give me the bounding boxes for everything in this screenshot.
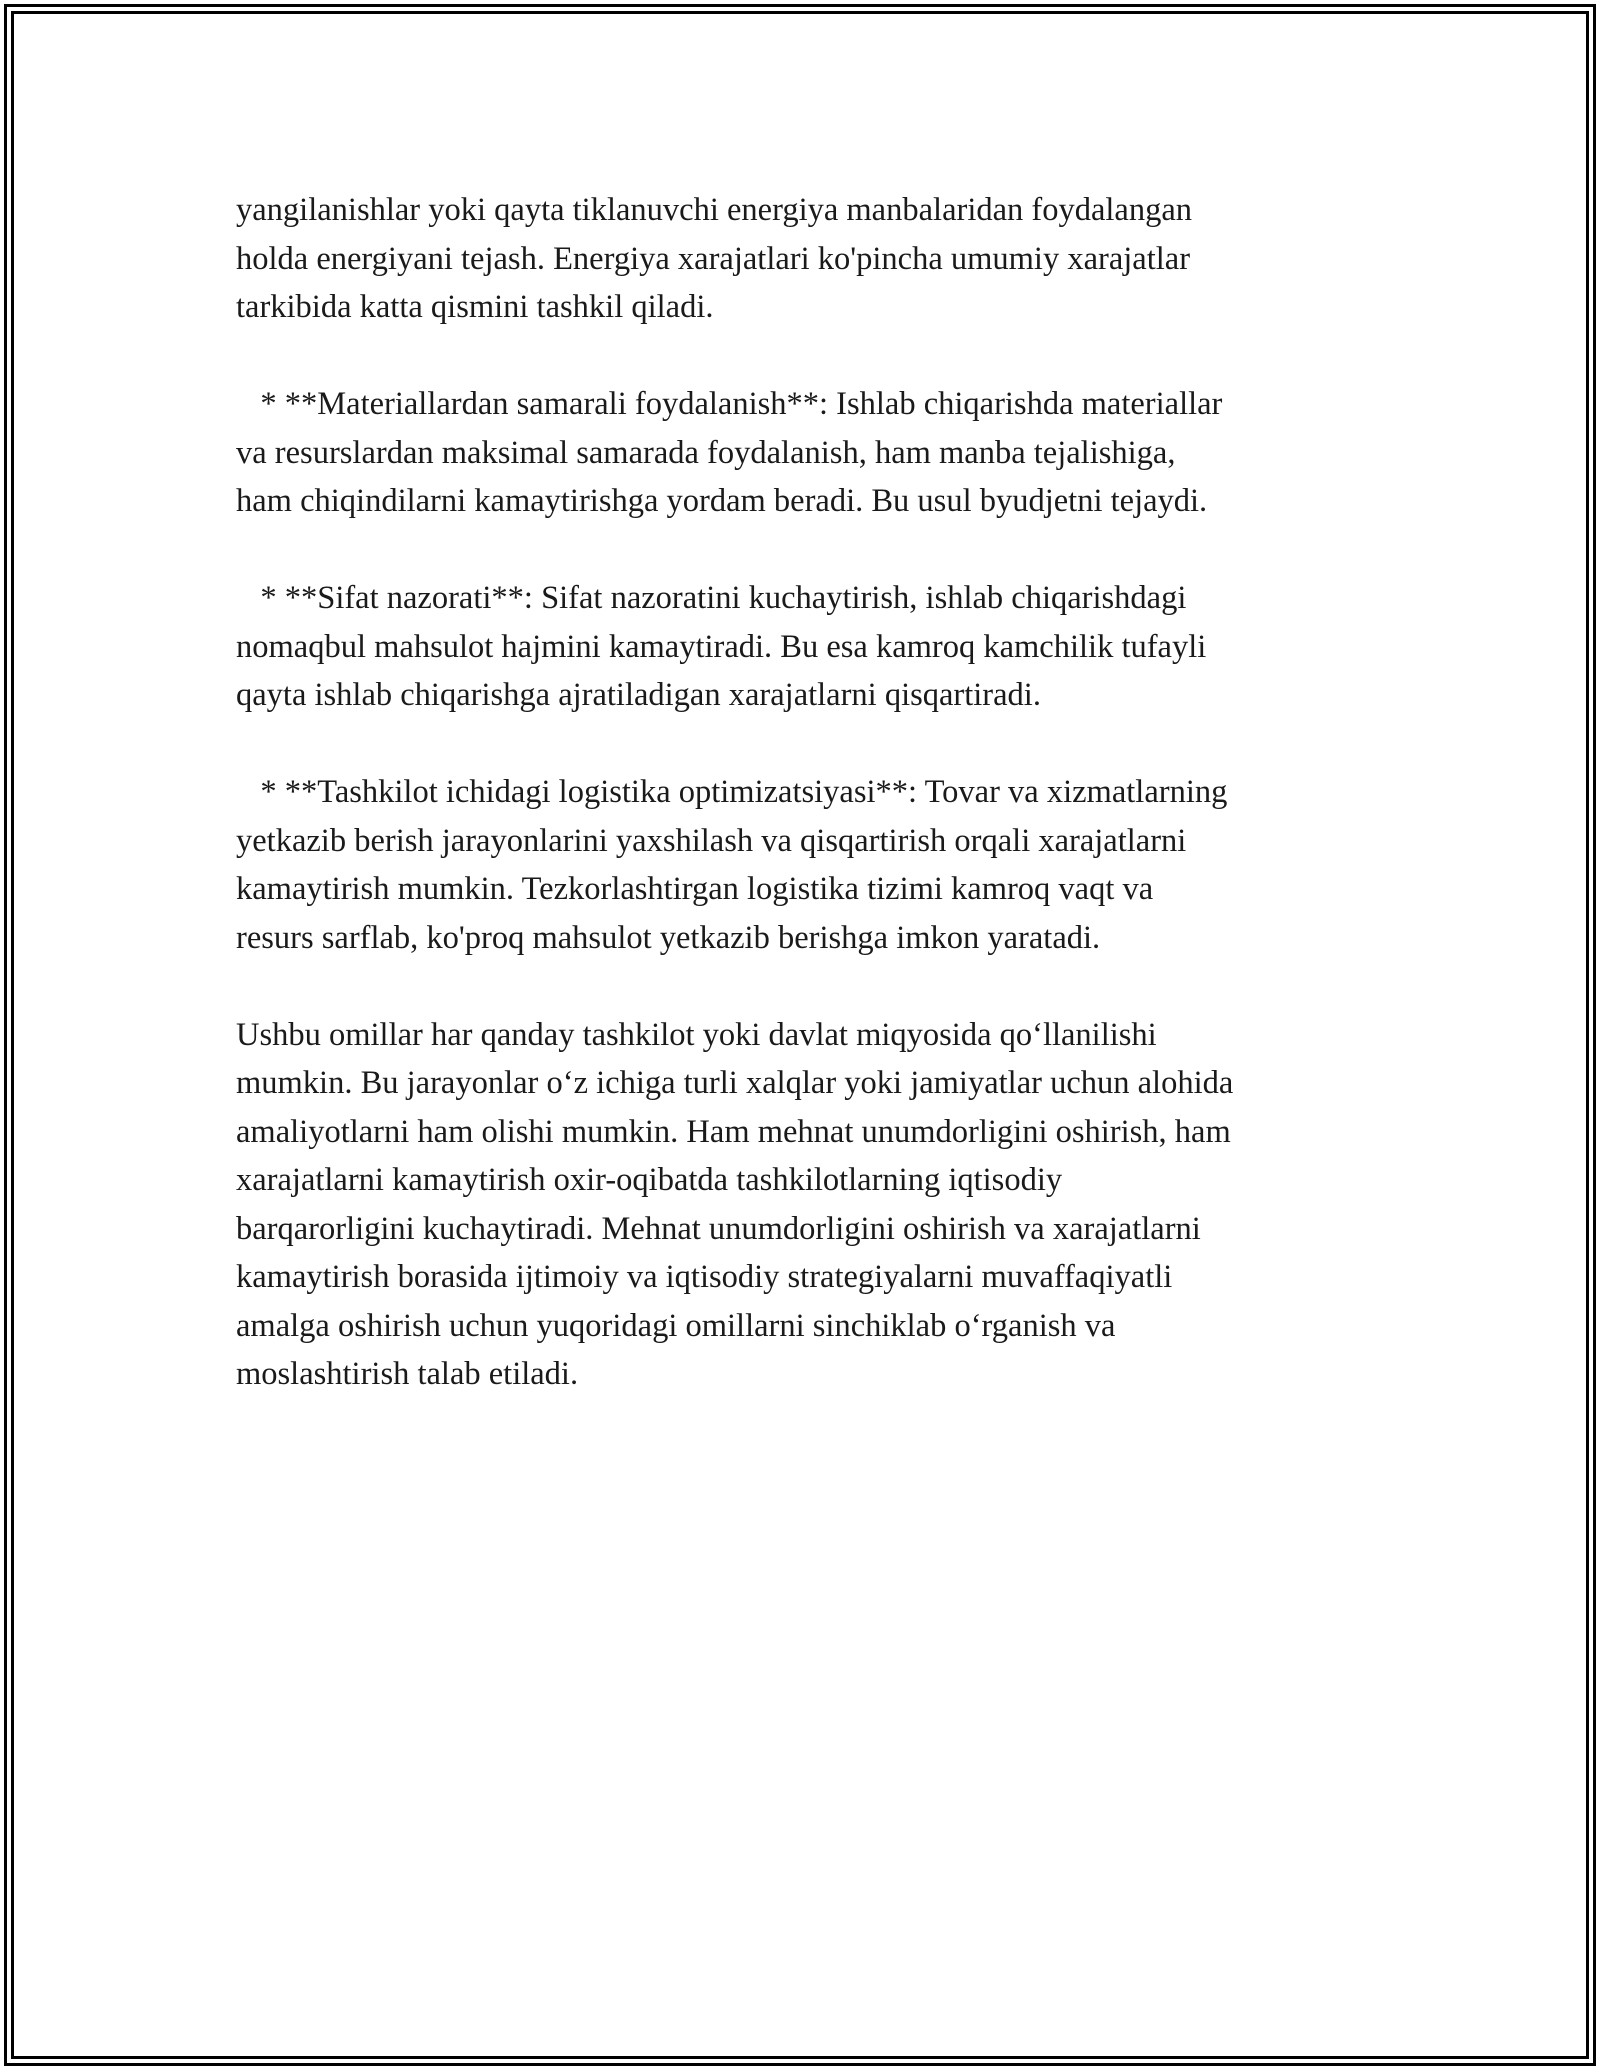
paragraph-gap: [236, 962, 1396, 1011]
text-line: tarkibida katta qismini tashkil qiladi.: [236, 289, 714, 325]
text-line: kamaytirish borasida ijtimoiy va iqtisodiy strategiyalarni muvaffaqiyatli: [236, 1259, 1173, 1295]
paragraph-gap: [236, 720, 1396, 769]
paragraph-energy-saving: [236, 186, 1396, 332]
text-line: va resurslardan maksimal samarada foydalanish, ham manba tejalishiga,: [236, 434, 1176, 471]
text-line: qayta ishlab chiqarishga ajratiladigan xarajatlarni qisqartiradi.: [236, 677, 1041, 713]
paragraph-gap: [236, 526, 1396, 575]
text-line: moslashtirish talab etiladi.: [236, 1356, 579, 1392]
text-line: kamaytirish mumkin. Tezkorlashtirgan logistika tizimi kamroq vaqt va: [236, 871, 1154, 907]
paragraph-conclusion: [236, 1011, 1396, 1399]
text-line: ham chiqindilarni kamaytirishga yordam beradi. Bu usul byudjetni tejaydi.: [236, 483, 1208, 519]
text-line: nomaqbul mahsulot hajmini kamaytiradi. Bu esa kamroq kamchilik tufayli: [236, 628, 1207, 665]
text-line: yangilanishlar yoki qayta tiklanuvchi energiya manbalaridan foydalangan: [236, 192, 1193, 228]
bullet-logistics: [236, 768, 1396, 962]
text-line: * **Materiallardan samarali foydalanish**: Ishlab chiqarishda materiallar: [236, 386, 1223, 422]
bullet-materials: [236, 380, 1396, 526]
text-line: * **Sifat nazorati**: Sifat nazoratini kuchaytirish, ishlab chiqarishdagi: [236, 580, 1187, 616]
paragraph-gap: [236, 332, 1396, 381]
text-line: * **Tashkilot ichidagi logistika optimizatsiyasi**: Tovar va xizmatlarning: [236, 774, 1228, 810]
text-line: amalga oshirish uchun yuqoridagi omillarni sinchiklab oʻrganish va: [236, 1307, 1116, 1344]
text-line: holda energiyani tejash. Energiya xarajatlari ko'pincha umumiy xarajatlar: [236, 240, 1191, 277]
text-line: resurs sarflab, ko'proq mahsulot yetkazib berishga imkon yaratadi.: [236, 919, 1101, 956]
text-line: Ushbu omillar har qanday tashkilot yoki davlat miqyosida qoʻllanilishi: [236, 1016, 1157, 1053]
document-body: [236, 186, 1396, 1399]
text-line: barqarorligini kuchaytiradi. Mehnat unumdorligini oshirish va xarajatlarni: [236, 1210, 1201, 1247]
text-line: mumkin. Bu jarayonlar oʻz ichiga turli xalqlar yoki jamiyatlar uchun alohida: [236, 1065, 1234, 1101]
bullet-quality-control: [236, 574, 1396, 720]
text-line: yetkazib berish jarayonlarini yaxshilash va qisqartirish orqali xarajatlarni: [236, 822, 1187, 859]
text-line: xarajatlarni kamaytirish oxir-oqibatda tashkilotlarning iqtisodiy: [236, 1162, 1063, 1198]
text-line: amaliyotlarni ham olishi mumkin. Ham mehnat unumdorligini oshirish, ham: [236, 1113, 1231, 1150]
